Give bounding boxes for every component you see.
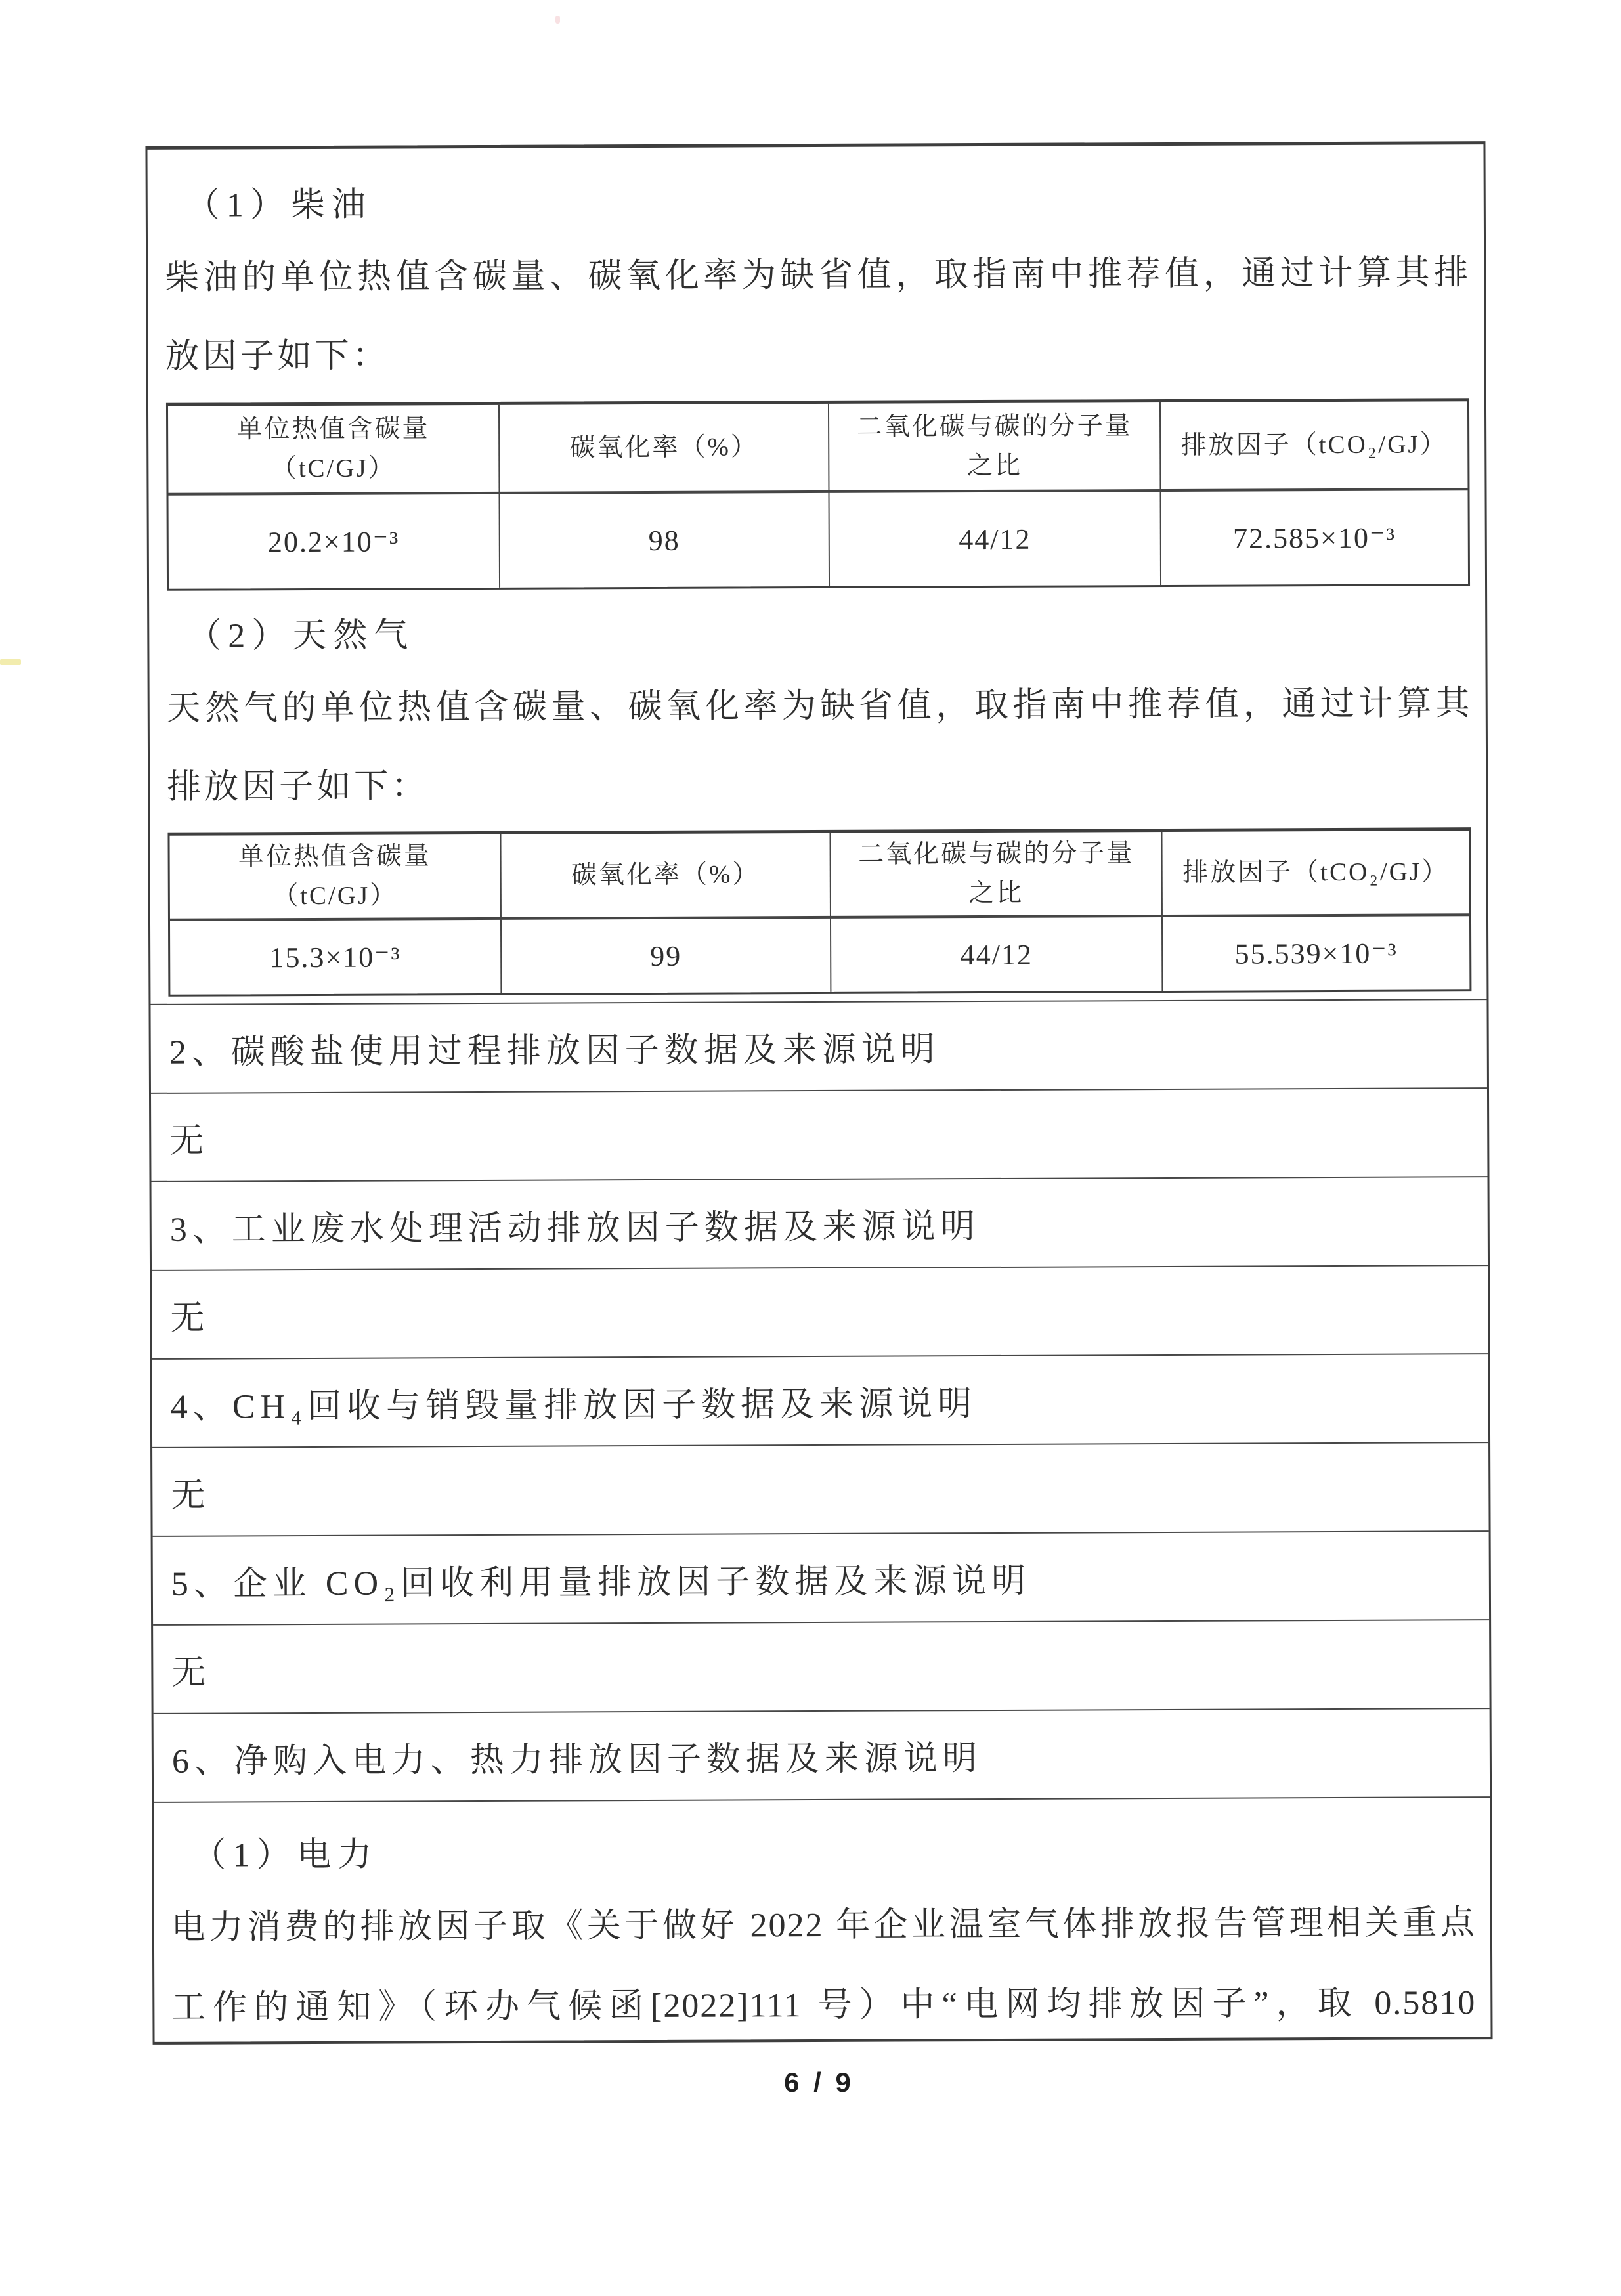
- section-4-none-row: 无: [152, 1442, 1489, 1536]
- diesel-section-heading: （1）柴油: [185, 186, 372, 225]
- diesel-value-emission-factor: 72.585×10⁻³: [1232, 521, 1396, 555]
- scan-artifact-speck: [555, 16, 560, 24]
- diesel-paragraph-line-2: 放因子如下：: [165, 337, 390, 376]
- gas-value-molecular-ratio: 44/12: [831, 917, 1163, 992]
- scan-artifact-yellow-mark: [0, 659, 21, 665]
- section-4-title-row: 4、CH₄回收与销毁量排放因子数据及来源说明: [152, 1353, 1489, 1447]
- gas-header-emission-factor: 排放因子（tCO₂/GJ）: [1162, 831, 1469, 917]
- section-5-none-row: 无: [153, 1619, 1490, 1713]
- section-2-none-row: 无: [151, 1087, 1488, 1181]
- diesel-factor-table: [166, 398, 1470, 591]
- section-3-none-row: 无: [152, 1265, 1488, 1358]
- diesel-value-molecular-ratio: 44/12: [830, 492, 1161, 586]
- natural-gas-section-heading: （2）天然气: [187, 616, 415, 655]
- section-6-title-row: 6、净购入电力、热力排放因子数据及来源说明: [154, 1708, 1490, 1802]
- gas-value-emission-factor: 55.539×10⁻³: [1234, 937, 1398, 970]
- emission-factor-report-table: [145, 141, 1492, 2045]
- section-2-title-row: 2、碳酸盐使用过程排放因子数据及来源说明: [150, 999, 1487, 1093]
- electricity-cell: [154, 1796, 1490, 2042]
- gas-value-carbon-content: 15.3×10⁻³: [170, 920, 502, 995]
- diesel-header-carbon-content: 单位热值含碳量 （tC/GJ）: [168, 405, 500, 496]
- diesel-header-molecular-ratio: 二氧化碳与碳的分子量 之比: [829, 402, 1161, 493]
- diesel-header-emission-factor: 排放因子（tCO₂/GJ）: [1161, 401, 1468, 492]
- electricity-heading: （1）电力: [192, 1836, 379, 1874]
- section-5-title-row: 5、企业 CO₂回收利用量排放因子数据及来源说明: [153, 1530, 1490, 1624]
- diesel-paragraph-line-1: 柴油的单位热值含碳量、碳氧化率为缺省值，取指南中推荐值，通过计算其排: [165, 254, 1470, 297]
- natural-gas-paragraph-line-2: 排放因子如下：: [167, 768, 429, 806]
- diesel-value-carbon-content: 20.2×10⁻³: [168, 494, 500, 589]
- gas-value-oxidation-rate: 99: [502, 919, 832, 993]
- diesel-value-oxidation-rate: 98: [500, 493, 830, 588]
- page-number: 6 / 9: [784, 2067, 854, 2098]
- diesel-header-oxidation-rate: 碳氧化率（%）: [500, 404, 830, 494]
- gas-header-molecular-ratio: 二氧化碳与碳的分子量 之比: [831, 832, 1163, 919]
- natural-gas-factor-table: [167, 827, 1471, 997]
- electricity-paragraph-line-1: 电力消费的排放因子取《关于做好 2022 年企业温室气体排放报告管理相关重点: [171, 1904, 1476, 1947]
- electricity-paragraph-line-2: 工作的通知》（环办气候函[2022]111 号）中“电网均排放因子”，取 0.5810: [171, 1984, 1477, 2027]
- fuel-emission-factors-cell: [147, 144, 1486, 1004]
- section-3-title-row: 3、工业废水处理活动排放因子数据及来源说明: [152, 1176, 1488, 1270]
- gas-header-oxidation-rate: 碳氧化率（%）: [501, 833, 831, 920]
- gas-header-carbon-content: 单位热值含碳量 （tC/GJ）: [169, 834, 501, 921]
- natural-gas-paragraph-line-1: 天然气的单位热值含碳量、碳氧化率为缺省值，取指南中推荐值，通过计算其: [166, 685, 1471, 727]
